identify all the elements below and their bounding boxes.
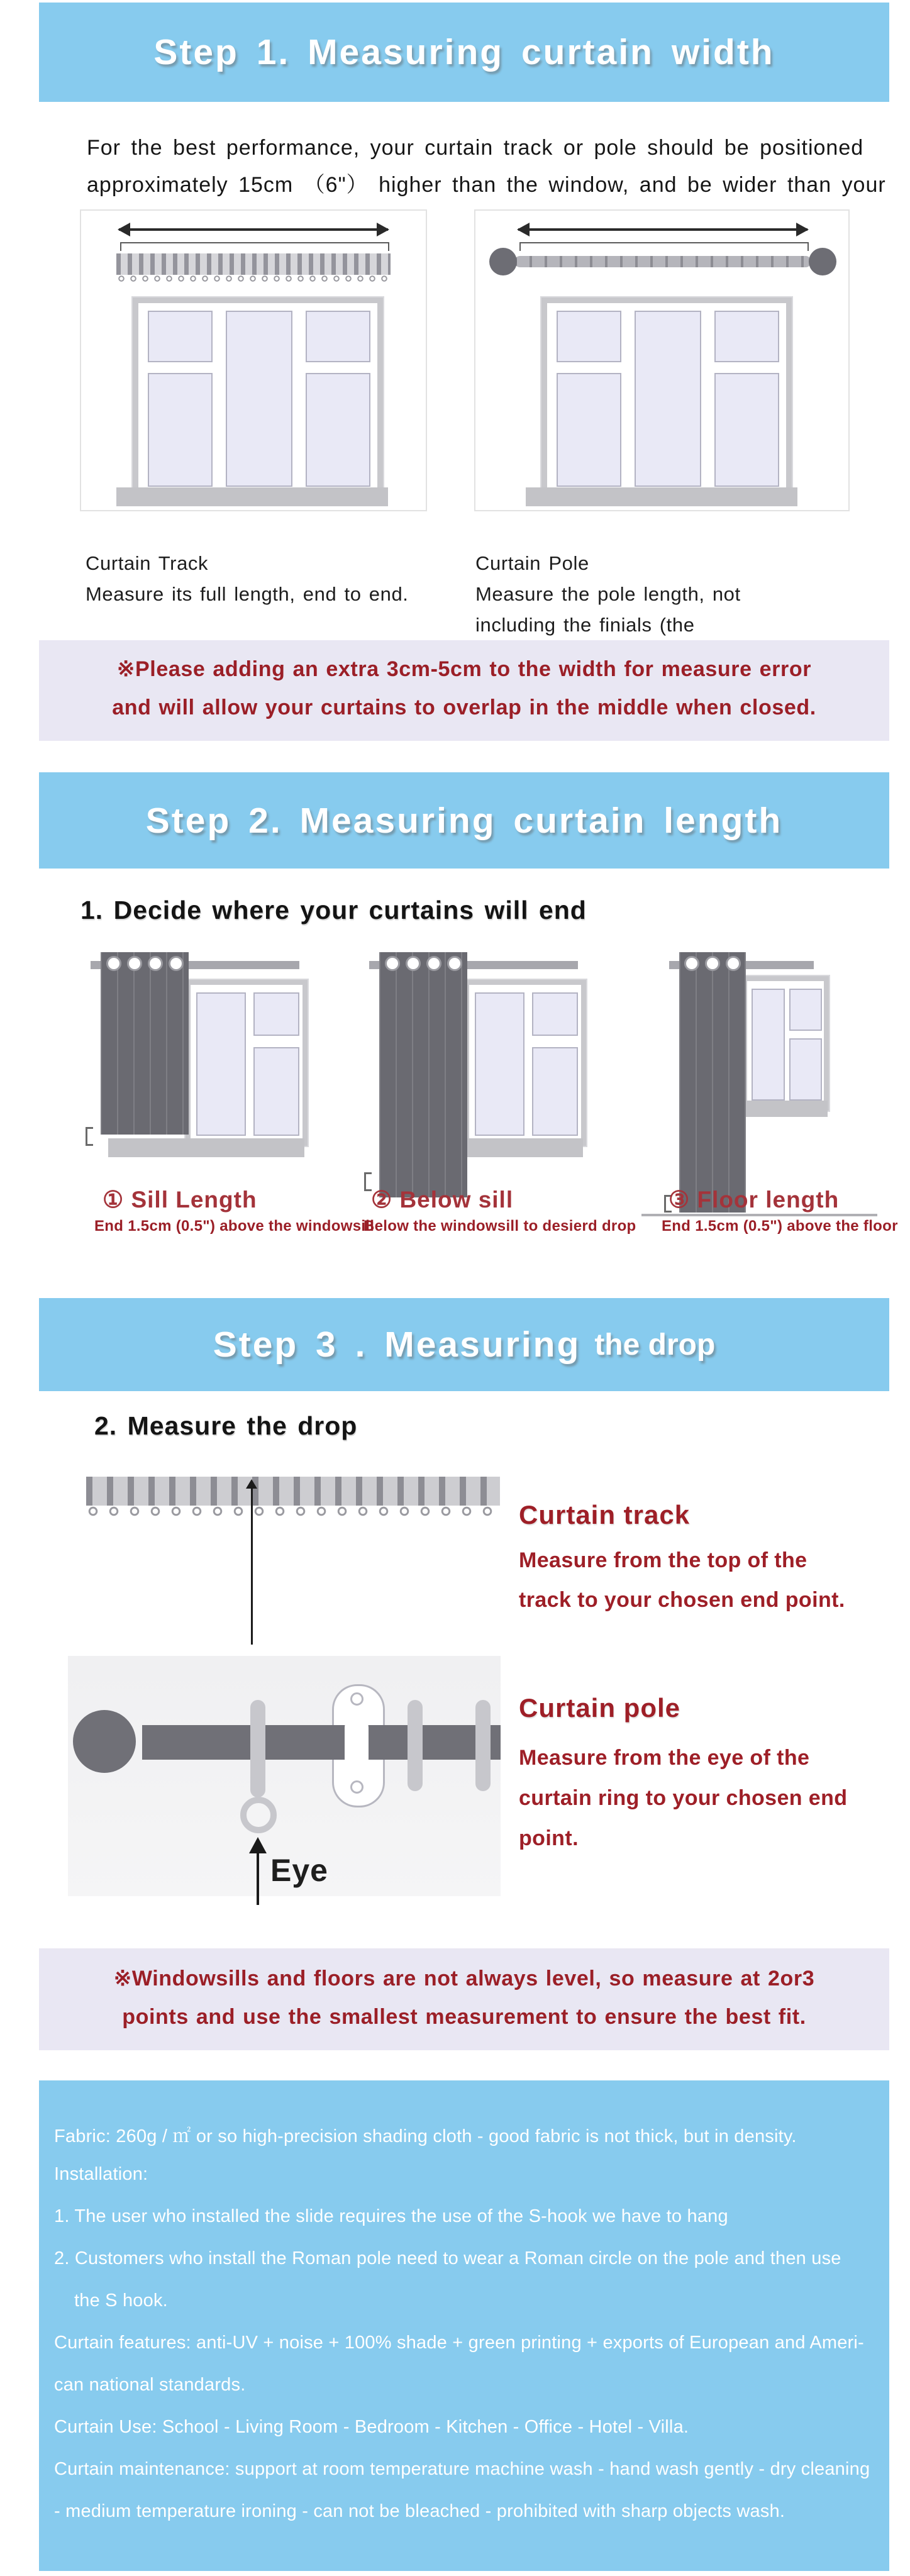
window-pane	[148, 311, 213, 362]
curtain-pole-graphic	[514, 256, 811, 267]
note-box-2	[39, 1948, 889, 2050]
drop-pole-line-2: curtain ring to your chosen end	[519, 1786, 848, 1810]
width-arrow-icon	[119, 228, 388, 231]
detail-line: Installation:	[54, 2164, 148, 2184]
window-pane	[532, 1047, 578, 1135]
curtain-ring	[408, 1700, 423, 1791]
finial-right	[809, 248, 836, 275]
detail-line: Curtain maintenance: support at room temperature machine wash - hand wash gently - dry cleaning	[54, 2459, 870, 2479]
note-box-1	[39, 640, 889, 741]
detail-line: can national standards.	[54, 2375, 246, 2395]
window-pane	[306, 311, 370, 362]
option-3-label: ③ Floor length	[669, 1187, 840, 1213]
detail-line: Curtain features: anti-UV + noise + 100% shade + green printing + exports of European and Ameri-	[54, 2333, 864, 2353]
step1-banner	[39, 3, 889, 102]
window-pane	[253, 1047, 299, 1135]
detail-line: 2. Customers who install the Roman pole need to wear a Roman circle on the pole and then use	[54, 2248, 841, 2268]
finial-left	[489, 248, 517, 275]
grommet-icon	[726, 956, 741, 971]
option-2-label: ② Below sill	[371, 1187, 514, 1213]
curtain-graphic	[101, 952, 189, 1135]
bracket-screw	[350, 1780, 363, 1794]
step1-banner-title: Step 1. Measuring curtain width	[153, 32, 775, 72]
intro-line-1: For the best performance, your curtain track or pole should be positioned	[87, 136, 864, 160]
option-2-desc: Below the windowsill to desierd drop	[363, 1218, 636, 1235]
track-caption-title: Curtain Track	[86, 552, 209, 574]
drop-pole-figure	[68, 1656, 501, 1896]
windowsill	[116, 487, 388, 506]
curtain-track-figure	[80, 209, 427, 511]
detail-line: the S hook.	[74, 2290, 168, 2311]
grommet-icon	[684, 956, 699, 971]
pole-caption-line-1: Measure the pole length, not	[475, 583, 741, 605]
arrow-head	[246, 1479, 257, 1489]
grommet-icon	[705, 956, 720, 971]
step2-banner-title: Step 2. Measuring curtain length	[145, 800, 783, 841]
window-pane	[196, 992, 246, 1135]
intro-line-2: approximately 15cm （6"） higher than the window, and be wider than your	[87, 173, 886, 197]
window-pane	[532, 992, 578, 1035]
bracket-slot	[345, 1716, 369, 1771]
grommet-icon	[106, 956, 121, 971]
windowsill	[108, 1138, 304, 1157]
curtain-ring	[250, 1700, 265, 1797]
note-line-2: points and use the smallest measurement to ensure the best fit.	[122, 2005, 806, 2029]
grommet-row	[681, 956, 744, 971]
window-pane	[148, 373, 213, 487]
arrow-shaft	[251, 1489, 253, 1645]
window-graphic	[186, 980, 308, 1146]
note-line-2: and will allow your curtains to overlap in the middle when closed.	[112, 696, 816, 719]
grommet-row	[382, 956, 465, 971]
window-pane	[475, 992, 524, 1135]
grommet-icon	[127, 956, 142, 971]
width-arrow-icon	[518, 228, 807, 231]
step3-banner-title-main: Step 3 . Measuring	[213, 1324, 581, 1365]
track-hooks	[118, 275, 389, 283]
windowsill	[733, 1101, 828, 1117]
track-caption-body: Measure its full length, end to end.	[86, 583, 409, 605]
curtain-graphic	[379, 952, 467, 1197]
grommet-icon	[169, 956, 184, 971]
measure-tick	[86, 1127, 93, 1146]
detail-line: Fabric: 260g / ㎡ or so high-precision shading cloth - good fabric is not thick, but in density.	[54, 2126, 797, 2146]
step2-heading: 1. Decide where your curtains will end	[80, 896, 587, 924]
curtain-ring	[475, 1700, 491, 1791]
measure-arrow-up-icon	[246, 1479, 257, 1645]
length-option-figure-3	[660, 951, 877, 1223]
ring-eye-icon	[240, 1797, 277, 1833]
track-strip-graphic	[86, 1477, 500, 1506]
grommet-icon	[385, 956, 400, 971]
pole-caption-line-2: including the finials (the	[475, 614, 695, 636]
option-3-desc: End 1.5cm (0.5") above the floor	[662, 1218, 898, 1235]
drop-track-title: Curtain track	[519, 1500, 691, 1530]
grommet-row	[103, 956, 186, 971]
window-graphic	[133, 297, 383, 497]
drop-track-line-2: track to your chosen end point.	[519, 1588, 845, 1612]
window-pane	[789, 989, 822, 1031]
eye-label: Eye	[270, 1853, 328, 1888]
option-1-label: ① Sill Length	[103, 1187, 257, 1213]
window-pane	[789, 1038, 822, 1101]
drop-pole-title: Curtain pole	[519, 1693, 681, 1723]
drop-pole-line-3: point.	[519, 1826, 579, 1850]
window-pane	[557, 311, 621, 362]
finial-ball	[73, 1710, 136, 1773]
window-pane	[635, 311, 702, 487]
option-1-desc: End 1.5cm (0.5") above the windowsill	[94, 1218, 375, 1235]
grommet-icon	[406, 956, 421, 971]
length-option-figure-2	[360, 951, 588, 1223]
measure-bracket	[120, 242, 389, 251]
curtain-pole-figure	[474, 209, 850, 511]
windowsill	[526, 487, 797, 506]
curtain-graphic	[679, 952, 746, 1213]
length-option-figure-1	[82, 951, 314, 1223]
arrow-head	[249, 1837, 267, 1853]
step3-banner	[39, 1298, 889, 1391]
step3-heading: 2. Measure the drop	[94, 1411, 358, 1440]
window-pane	[306, 373, 370, 487]
detail-line: - medium temperature ironing - can not be bleached - prohibited with sharp objects wash.	[54, 2501, 785, 2521]
product-details-panel	[39, 2080, 889, 2571]
drop-pole-line-1: Measure from the eye of the	[519, 1746, 810, 1770]
track-hooks	[87, 1506, 499, 1518]
window-graphic	[464, 980, 586, 1146]
arrow-shaft	[257, 1853, 259, 1905]
pole-graphic	[142, 1725, 501, 1760]
grommet-icon	[148, 956, 163, 971]
note-line-1: ※Please adding an extra 3cm-5cm to the width for measure error	[116, 657, 812, 681]
drop-track-line-1: Measure from the top of the	[519, 1548, 807, 1572]
curtain-track-graphic	[116, 253, 391, 275]
grommet-icon	[447, 956, 462, 971]
note-line-1: ※Windowsills and floors are not always level, so measure at 2or3	[113, 1967, 815, 1990]
detail-line: Curtain Use: School - Living Room - Bedroom - Kitchen - Office - Hotel - Villa.	[54, 2417, 689, 2437]
floor-line	[641, 1214, 877, 1216]
window-graphic	[541, 297, 792, 497]
window-graphic	[742, 976, 829, 1111]
window-pane	[714, 311, 779, 362]
step3-banner-title-sub: the drop	[594, 1328, 716, 1362]
detail-line: 1. The user who installed the slide requires the use of the S-hook we have to hang	[54, 2206, 728, 2226]
step2-banner	[39, 772, 889, 869]
bracket-screw	[350, 1692, 363, 1706]
window-pane	[714, 373, 779, 487]
window-pane	[226, 311, 293, 487]
grommet-icon	[426, 956, 441, 971]
pole-caption-title: Curtain Pole	[475, 552, 589, 574]
window-pane	[557, 373, 621, 487]
window-pane	[752, 989, 785, 1101]
measure-arrow-up-icon	[249, 1837, 267, 1905]
window-pane	[253, 992, 299, 1035]
measure-bracket	[519, 242, 809, 251]
